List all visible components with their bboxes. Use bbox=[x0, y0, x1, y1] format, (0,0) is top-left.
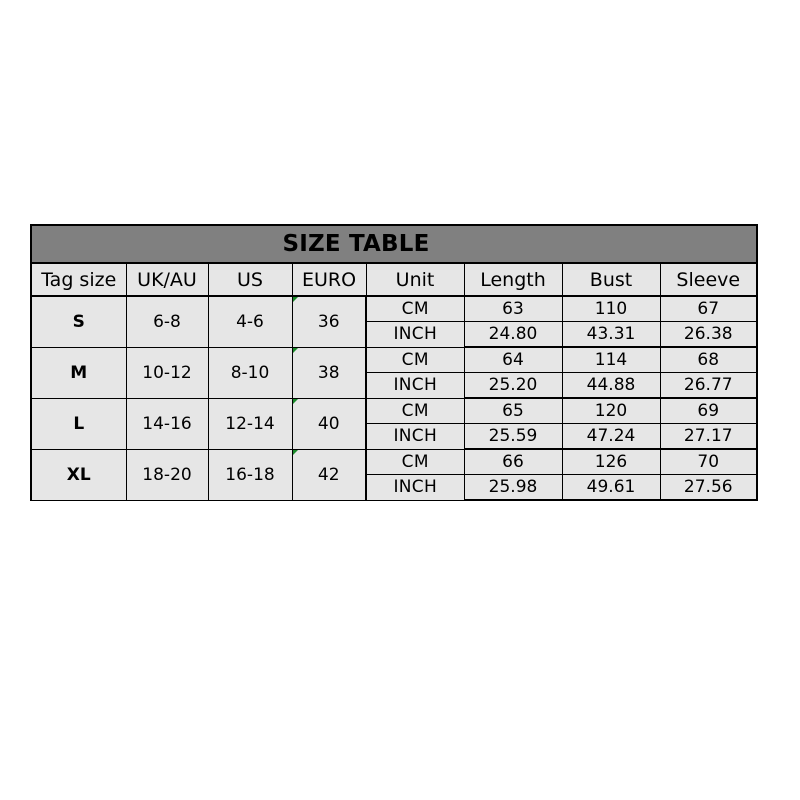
sleeve-cell: 27.17 bbox=[660, 424, 757, 450]
sleeve-cell: 27.56 bbox=[660, 475, 757, 501]
unit-cell: CM bbox=[366, 296, 464, 322]
header-sleeve: Sleeve bbox=[660, 263, 757, 296]
sleeve-cell: 26.77 bbox=[660, 373, 757, 399]
header-length: Length bbox=[464, 263, 562, 296]
length-cell: 24.80 bbox=[464, 322, 562, 348]
table-row-cm bbox=[31, 347, 757, 373]
sleeve-cell: 68 bbox=[660, 347, 757, 373]
table-title-cell bbox=[31, 225, 757, 263]
unit-cell: CM bbox=[366, 449, 464, 475]
uk-au-cell: 18-20 bbox=[126, 449, 208, 500]
unit-cell: INCH bbox=[366, 373, 464, 399]
length-cell: 65 bbox=[464, 398, 562, 424]
uk-au-cell: 14-16 bbox=[126, 398, 208, 449]
header-bust: Bust bbox=[562, 263, 660, 296]
unit-cell: INCH bbox=[366, 475, 464, 501]
euro-cell: 42 bbox=[292, 449, 366, 500]
length-cell: 64 bbox=[464, 347, 562, 373]
bust-cell: 126 bbox=[562, 449, 660, 475]
length-cell: 25.20 bbox=[464, 373, 562, 399]
sleeve-cell: 26.38 bbox=[660, 322, 757, 348]
euro-cell: 38 bbox=[292, 347, 366, 398]
uk-au-cell: 6-8 bbox=[126, 296, 208, 347]
euro-cell: 36 bbox=[292, 296, 366, 347]
bust-cell: 49.61 bbox=[562, 475, 660, 501]
header-us: US bbox=[208, 263, 292, 296]
us-cell: 4-6 bbox=[208, 296, 292, 347]
bust-cell: 114 bbox=[562, 347, 660, 373]
length-cell: 25.59 bbox=[464, 424, 562, 450]
tag-size-cell: M bbox=[31, 347, 126, 398]
header-unit: Unit bbox=[366, 263, 464, 296]
header-uk-au: UK/AU bbox=[126, 263, 208, 296]
uk-au-cell: 10-12 bbox=[126, 347, 208, 398]
bust-cell: 110 bbox=[562, 296, 660, 322]
bust-cell: 47.24 bbox=[562, 424, 660, 450]
sleeve-cell: 70 bbox=[660, 449, 757, 475]
tag-size-cell: S bbox=[31, 296, 126, 347]
bust-cell: 43.31 bbox=[562, 322, 660, 348]
table-row-cm bbox=[31, 296, 757, 322]
sleeve-cell: 69 bbox=[660, 398, 757, 424]
table-title: SIZE TABLE bbox=[282, 231, 430, 257]
sleeve-cell: 67 bbox=[660, 296, 757, 322]
length-cell: 66 bbox=[464, 449, 562, 475]
us-cell: 16-18 bbox=[208, 449, 292, 500]
unit-cell: INCH bbox=[366, 424, 464, 450]
length-cell: 25.98 bbox=[464, 475, 562, 501]
size-table bbox=[30, 224, 758, 501]
table-row-cm bbox=[31, 449, 757, 475]
table-row-cm bbox=[31, 398, 757, 424]
bust-cell: 120 bbox=[562, 398, 660, 424]
euro-cell: 40 bbox=[292, 398, 366, 449]
unit-cell: CM bbox=[366, 398, 464, 424]
us-cell: 12-14 bbox=[208, 398, 292, 449]
unit-cell: INCH bbox=[366, 322, 464, 348]
tag-size-cell: XL bbox=[31, 449, 126, 500]
header-euro: EURO bbox=[292, 263, 366, 296]
length-cell: 63 bbox=[464, 296, 562, 322]
us-cell: 8-10 bbox=[208, 347, 292, 398]
tag-size-cell: L bbox=[31, 398, 126, 449]
header-tag-size: Tag size bbox=[31, 263, 126, 296]
bust-cell: 44.88 bbox=[562, 373, 660, 399]
unit-cell: CM bbox=[366, 347, 464, 373]
